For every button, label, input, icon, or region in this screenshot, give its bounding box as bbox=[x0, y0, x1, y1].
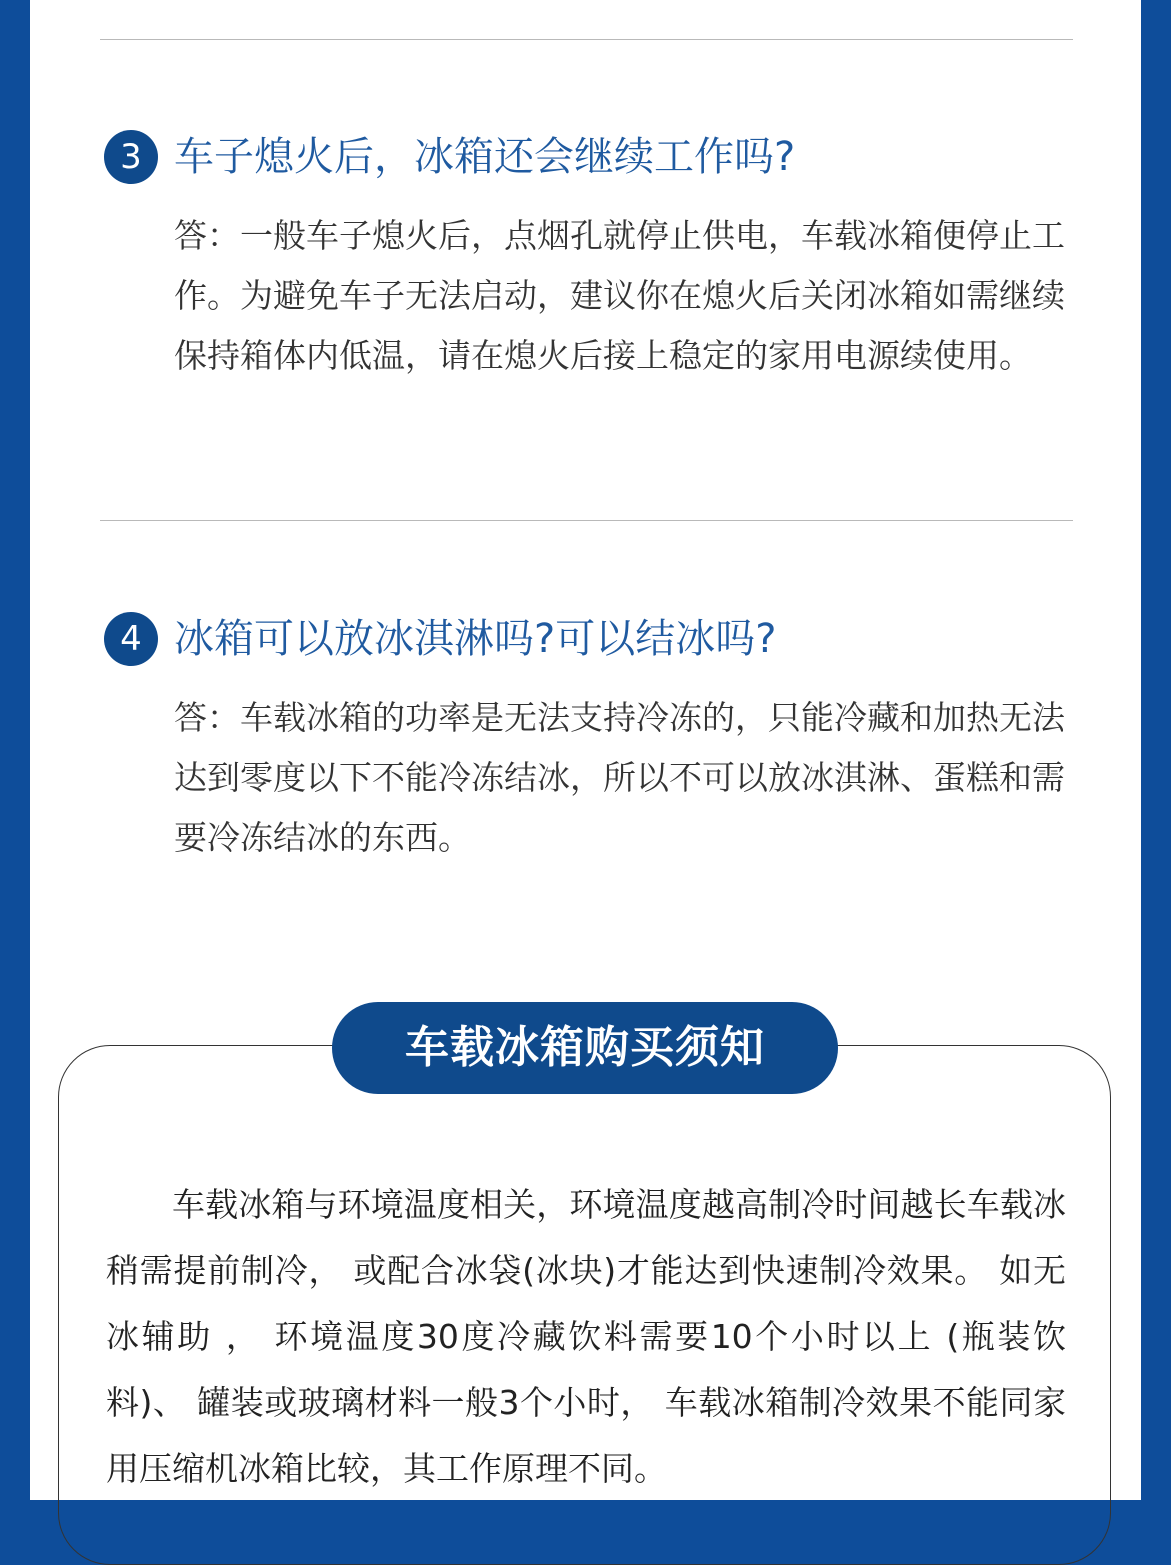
purchase-notice-title: 车载冰箱购买须知 bbox=[332, 1002, 838, 1094]
purchase-notice-body: 车载冰箱与环境温度相关，环境温度越高制冷时间越长车载冰稍需提前制冷， 或配合冰袋(冰块)才能达到快速制冷效果。 如无冰辅助 ， 环境温度30度冷藏饮料需要10个小时以上 (瓶装饮料)、 罐装或玻璃材料一般3个小时， 车载冰箱制冷效果不能同家用压缩机冰箱比较，其工作原理不同。 bbox=[106, 1185, 1066, 1488]
divider-middle bbox=[100, 520, 1073, 521]
answer-text-4: 答：车载冰箱的功率是无法支持冷冻的，只能冷藏和加热无法达到零度以下不能冷冻结冰，所以不可以放冰淇淋、蛋糕和需要冷冻结冰的东西。 bbox=[174, 698, 1065, 857]
question-title-4: 冰箱可以放冰淇淋吗?可以结冰吗? bbox=[174, 616, 777, 662]
question-number-badge-4: 4 bbox=[104, 612, 158, 666]
answer-text-3: 答：一般车子熄火后，点烟孔就停止供电，车载冰箱便停止工作。为避免车子无法启动，建议你在熄火后关闭冰箱如需继续保持箱体内低温，请在熄火后接上稳定的家用电源续使用。 bbox=[174, 216, 1065, 375]
question-number-badge-3: 3 bbox=[104, 130, 158, 184]
content-panel bbox=[30, 0, 1141, 1500]
divider-top bbox=[100, 39, 1073, 40]
question-title-3: 车子熄火后，冰箱还会继续工作吗? bbox=[174, 134, 796, 180]
